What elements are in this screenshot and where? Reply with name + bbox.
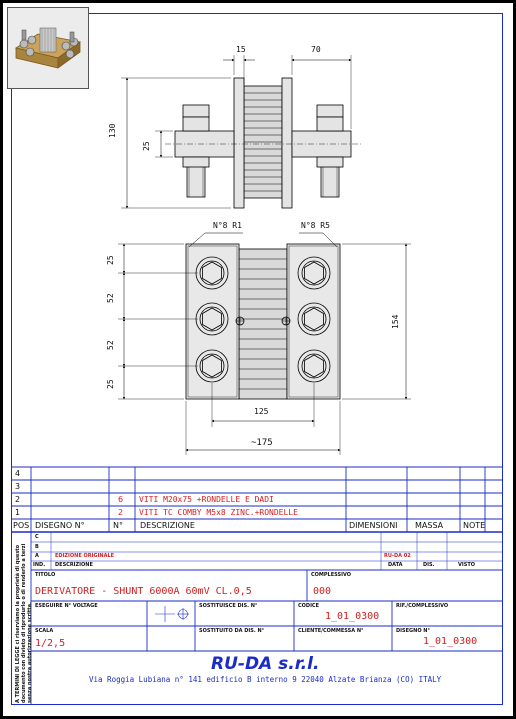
technical-drawing	[3, 3, 513, 716]
dim-154: 154	[391, 314, 400, 329]
company-name: RU-DA s.r.l.	[211, 654, 320, 674]
bom-header-description: DESCRIZIONE	[140, 521, 195, 530]
sostituisce-label: SOSTITUISCE DIS. N°	[199, 603, 258, 609]
codice-value: 1_01_0300	[325, 611, 380, 622]
dim-15: 15	[236, 45, 246, 54]
bom-header-pos: POS	[13, 521, 30, 530]
titolo-label: TITOLO	[35, 572, 56, 578]
bom-desc-1: VITI TC COMBY M5x8 ZINC.+RONDELLE	[139, 508, 298, 517]
rev-code-a: RU-DA 02	[384, 553, 411, 559]
dim-25-side: 25	[142, 141, 151, 151]
bom-header-qty: N°	[113, 521, 123, 530]
dim-25-front-a: 25	[106, 255, 115, 265]
dim-125: 125	[254, 407, 269, 416]
scala-label: SCALA	[35, 628, 54, 634]
dim-70: 70	[311, 45, 321, 54]
legal-side-note: A TERMINI DI LEGGE ci riserviamo la proprietà di questo documento con divieto di riprodurlo o di renderlo a terzi senza nostra autorizzazione scritta.	[15, 543, 33, 703]
bom-header-drawing: DISEGNO N°	[35, 521, 85, 530]
bom-pos-3: 3	[15, 482, 21, 491]
disegno-value: 1_01_0300	[423, 636, 478, 647]
rif-label: RIF./COMPLESSIVO	[396, 603, 449, 609]
bom-qty-1: 2	[118, 508, 124, 517]
callout-left: N°8 R1	[213, 221, 242, 230]
dim-25-front-b: 25	[106, 379, 115, 389]
rev-ind-a: A	[35, 553, 39, 559]
bom-header-mass: MASSA	[415, 521, 444, 530]
complessivo-label: COMPLESSIVO	[311, 572, 352, 578]
bom-header-dimensions: DIMENSIONI	[349, 521, 398, 530]
drawing-sheet	[3, 3, 513, 716]
callout-right: N°8 R5	[301, 221, 330, 230]
bom-qty-2: 6	[118, 495, 124, 504]
bom-header-note: NOTE	[463, 521, 486, 530]
rev-header-ind: IND.	[33, 562, 46, 568]
complessivo-value: 000	[313, 586, 332, 597]
rev-ind-b: B	[35, 544, 39, 550]
scala-value: 1/2,5	[35, 638, 66, 649]
codice-label: CODICE	[298, 603, 320, 609]
dim-175: ~175	[251, 438, 273, 448]
cliente-label: CLIENTE/COMMESSA N°	[298, 628, 364, 634]
bom-pos-4: 4	[15, 469, 21, 478]
disegno-label: DISEGNO N°	[396, 628, 430, 634]
dim-52-b: 52	[106, 340, 115, 350]
rev-header-des: DIS.	[423, 562, 435, 568]
rev-header-desc: DESCRIZIONE	[55, 562, 93, 568]
dim-52-a: 52	[106, 293, 115, 303]
eseguire-label: ESEGUIRE N° VOLTAGE	[35, 603, 98, 609]
drawing-title: DERIVATORE - SHUNT 6000A 60mV CL.0,5	[35, 586, 252, 597]
company-address: Via Roggia Lubiana n° 141 edificio B interno 9 22040 Alzate Brianza (CO) ITALY	[89, 675, 442, 684]
rev-desc-a: EDIZIONE ORIGINALE	[55, 553, 115, 559]
rev-header-visto: VISTO	[458, 562, 475, 568]
rev-header-date: DATA	[388, 562, 403, 568]
bom-desc-2: VITI M20x75 +RONDELLE E DADI	[139, 495, 274, 504]
dim-130: 130	[108, 123, 117, 138]
bom-pos-2: 2	[15, 495, 21, 504]
bom-pos-1: 1	[15, 508, 21, 517]
rev-ind-c: C	[35, 534, 39, 540]
sostituito-label: SOSTITUITO DA DIS. N°	[199, 628, 265, 634]
